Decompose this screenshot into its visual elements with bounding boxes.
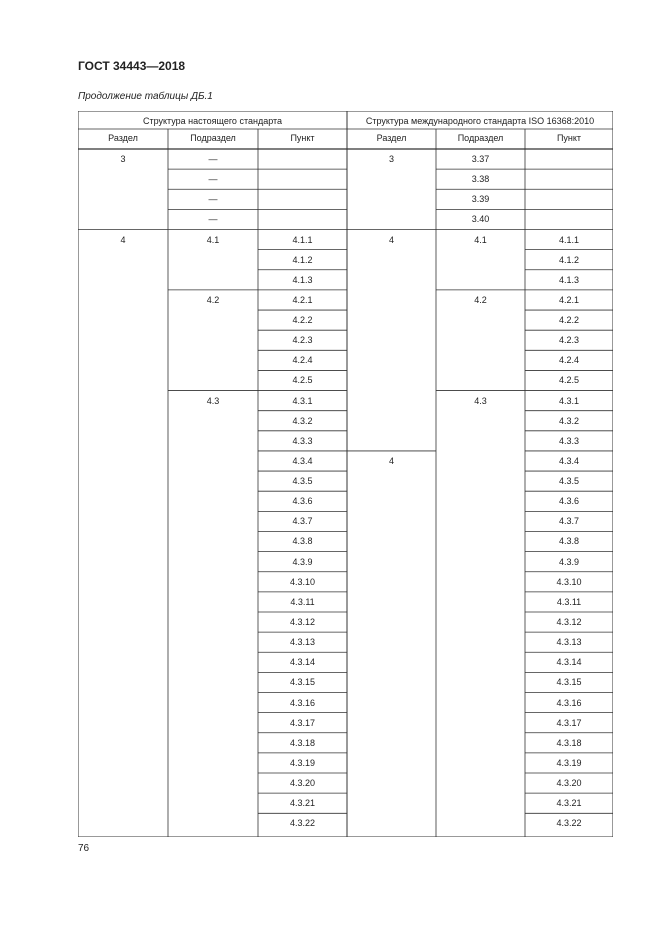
intl-clause-cell: 4.3.22 <box>556 818 582 829</box>
intl-clause-cell: 4.1.3 <box>558 274 580 285</box>
national-subsection-cell: — <box>208 154 218 164</box>
intl-clause-cell: 4.3.5 <box>558 476 580 487</box>
intl-subsection-cell: 4.2 <box>474 294 487 305</box>
group-header-national: Структура настоящего стандарта <box>142 116 283 126</box>
national-clause-cell: 4.3.15 <box>289 677 316 688</box>
intl-clause-cell: 4.3.17 <box>556 717 582 728</box>
page-number: 76 <box>78 843 90 854</box>
intl-clause-cell: 4.2.4 <box>558 355 580 366</box>
intl-clause-cell: 4.3.15 <box>556 677 582 688</box>
national-subsection-cell: — <box>208 214 218 225</box>
intl-clause-cell: 4.3.12 <box>556 616 582 627</box>
national-clause-cell: 4.2.3 <box>292 335 313 346</box>
intl-clause-cell: 4.3.20 <box>556 778 582 789</box>
national-clause-cell: 4.2.1 <box>292 294 313 305</box>
national-clause-cell: 4.3.9 <box>292 556 313 567</box>
column-header: Раздел <box>376 133 407 143</box>
intl-section-cell: 3 <box>388 154 394 164</box>
national-clause-cell: 4.3.2 <box>292 415 313 426</box>
national-clause-cell: 4.3.4 <box>292 455 313 466</box>
national-subsection-cell: 4.1 <box>206 234 220 245</box>
intl-clause-cell: 4.3.1 <box>558 395 580 406</box>
column-header: Раздел <box>108 133 138 143</box>
national-clause-cell: 4.3.3 <box>292 435 313 446</box>
intl-clause-cell: 4.1.1 <box>558 234 580 245</box>
column-header: Подраздел <box>457 133 504 143</box>
national-clause-cell: 4.3.12 <box>289 616 316 627</box>
national-clause-cell: 4.3.21 <box>289 798 316 809</box>
national-subsection-cell: — <box>208 174 218 185</box>
intl-clause-cell: 4.3.10 <box>556 576 582 587</box>
intl-clause-cell: 4.3.18 <box>556 737 582 748</box>
intl-subsection-cell: 3.40 <box>471 214 490 225</box>
national-subsection-cell: 4.2 <box>206 294 220 305</box>
national-subsection-cell: — <box>208 194 218 205</box>
document-title: ГОСТ 34443—2018 <box>78 59 186 73</box>
intl-subsection-cell: 4.1 <box>474 234 487 245</box>
national-clause-cell: 4.3.19 <box>289 757 316 768</box>
national-clause-cell: 4.3.13 <box>289 637 316 648</box>
column-header: Пункт <box>290 133 315 143</box>
column-header: Пункт <box>556 133 582 143</box>
intl-clause-cell: 4.2.5 <box>558 375 580 386</box>
national-clause-cell: 4.3.10 <box>289 576 316 587</box>
intl-clause-cell: 4.3.16 <box>556 697 582 708</box>
column-header: Подраздел <box>190 133 236 143</box>
intl-subsection-cell: 3.38 <box>471 174 490 185</box>
national-subsection-cell: 4.3 <box>206 395 220 406</box>
national-clause-cell: 4.3.6 <box>292 496 313 507</box>
intl-clause-cell: 4.3.9 <box>558 556 580 567</box>
national-clause-cell: 4.2.2 <box>292 315 313 326</box>
intl-clause-cell: 4.3.7 <box>558 516 580 527</box>
intl-section-cell: 4 <box>388 234 394 245</box>
correspondence-table <box>78 111 613 837</box>
national-clause-cell: 4.1.3 <box>292 274 313 285</box>
national-clause-cell: 4.3.1 <box>292 395 313 406</box>
intl-clause-cell: 4.1.2 <box>558 254 580 265</box>
intl-section-cell: 4 <box>388 455 394 466</box>
intl-clause-cell: 4.3.4 <box>558 455 580 466</box>
intl-subsection-cell: 3.37 <box>471 154 490 164</box>
intl-clause-cell: 4.3.2 <box>558 415 580 426</box>
intl-clause-cell: 4.3.19 <box>556 757 582 768</box>
national-clause-cell: 4.3.22 <box>289 818 316 829</box>
national-clause-cell: 4.3.5 <box>292 476 313 487</box>
national-clause-cell: 4.3.20 <box>289 778 316 789</box>
national-clause-cell: 4.2.5 <box>292 375 313 386</box>
intl-clause-cell: 4.3.6 <box>558 496 580 507</box>
intl-clause-cell: 4.3.14 <box>556 657 582 668</box>
national-section-cell: 4 <box>120 234 126 245</box>
national-clause-cell: 4.1.1 <box>292 234 313 245</box>
national-clause-cell: 4.3.18 <box>289 737 316 748</box>
national-clause-cell: 4.2.4 <box>292 355 313 366</box>
national-section-cell: 3 <box>120 154 126 164</box>
group-header-international: Структура международного стандарта ISO 16368:2010 <box>365 116 595 126</box>
national-clause-cell: 4.3.14 <box>289 657 316 668</box>
intl-clause-cell: 4.3.21 <box>556 798 582 809</box>
national-clause-cell: 4.1.2 <box>292 254 313 265</box>
intl-clause-cell: 4.2.3 <box>558 335 580 346</box>
intl-clause-cell: 4.3.13 <box>556 637 582 648</box>
national-clause-cell: 4.3.7 <box>292 516 313 527</box>
intl-clause-cell: 4.2.1 <box>558 294 580 305</box>
national-clause-cell: 4.3.11 <box>290 596 315 607</box>
table-caption: Продолжение таблицы ДБ.1 <box>78 91 213 102</box>
national-clause-cell: 4.3.8 <box>292 536 313 547</box>
intl-clause-cell: 4.2.2 <box>558 315 580 326</box>
intl-subsection-cell: 3.39 <box>471 194 490 205</box>
intl-clause-cell: 4.3.3 <box>558 435 580 446</box>
intl-subsection-cell: 4.3 <box>474 395 487 406</box>
national-clause-cell: 4.3.17 <box>289 717 316 728</box>
national-clause-cell: 4.3.16 <box>289 697 316 708</box>
intl-clause-cell: 4.3.11 <box>556 596 582 607</box>
intl-clause-cell: 4.3.8 <box>558 536 580 547</box>
